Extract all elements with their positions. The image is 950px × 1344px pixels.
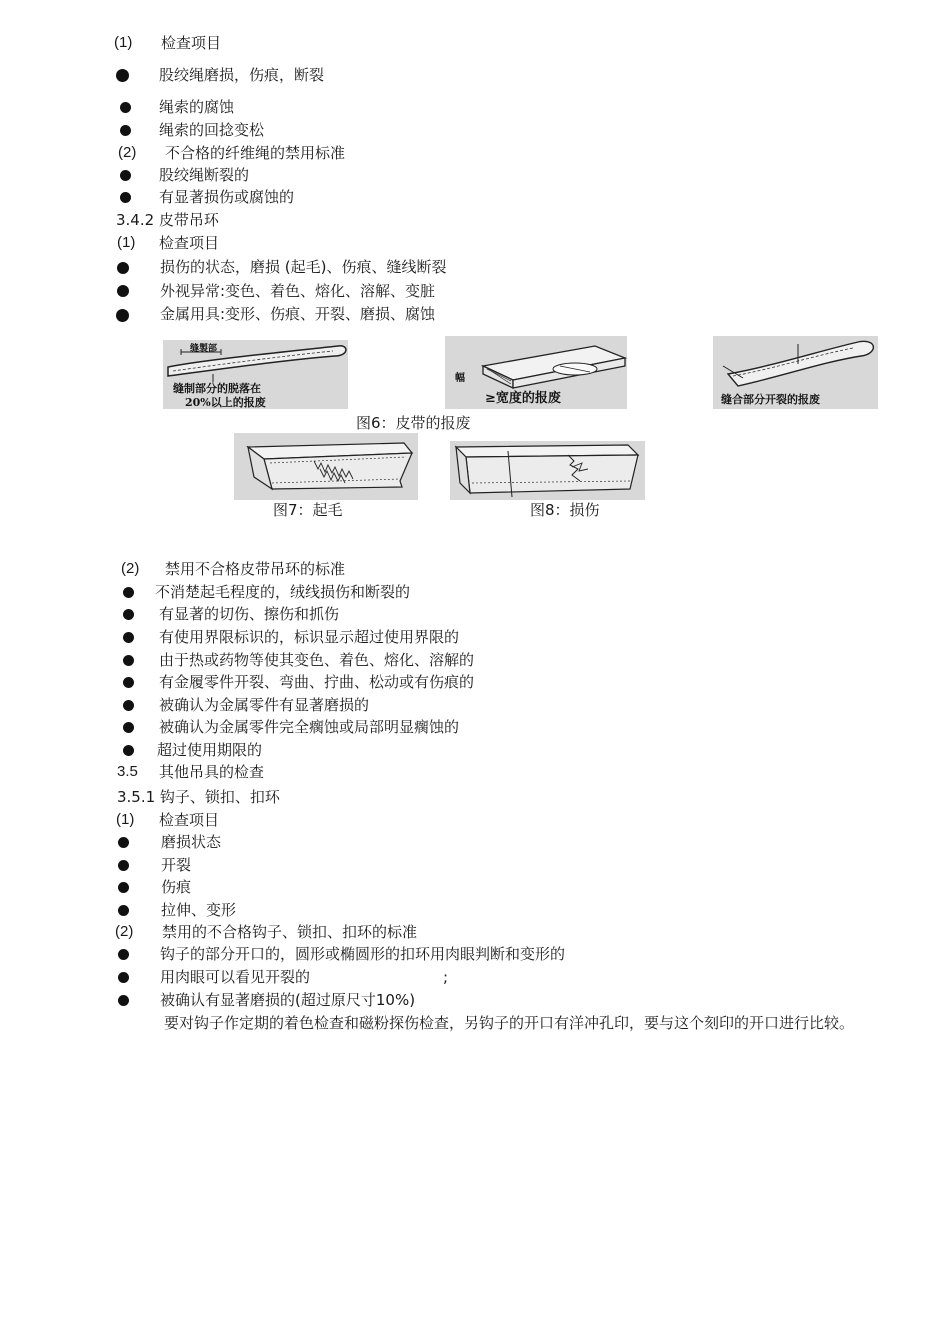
semicolon: ; [443, 968, 449, 986]
section-title: 3.4.2 皮带吊环 [116, 211, 219, 229]
bullet-icon [123, 609, 134, 620]
bullet-icon [120, 170, 131, 181]
figure-6b-width-damage-illustration [445, 336, 627, 409]
list-item: 绳索的回捻变松 [159, 121, 265, 139]
figure-label: 幅 [455, 373, 465, 384]
list-item: 损伤的状态，磨损 (起毛)、伤痕、缝线断裂 [160, 258, 447, 276]
list-item: 被确认有显著磨损的(超过原尺寸10%) [160, 991, 416, 1009]
list-item: 金属用具:变形、伤痕、开裂、磨损、腐蚀 [160, 305, 436, 323]
list-item: 股绞绳磨损，伤痕，断裂 [159, 66, 325, 84]
subsection-title: 3.5.1 钩子、锁扣、扣环 [117, 788, 280, 806]
list-item: 用肉眼可以看见开裂的 [160, 968, 311, 986]
figure-text: ≥宽度的报废 [485, 391, 561, 406]
bullet-icon [123, 677, 134, 688]
bullet-icon [117, 285, 129, 297]
bullet-icon [118, 860, 129, 871]
bullet-icon [120, 192, 131, 203]
heading-number: (2) [115, 923, 134, 940]
list-item: 伤痕 [161, 878, 192, 896]
list-item: 拉伸、变形 [161, 901, 237, 919]
figure-label: 缝製部 [190, 344, 218, 354]
list-item: 由于热或药物等使其变色、着色、熔化、溶解的 [159, 651, 475, 669]
figure-8-damage-illustration [450, 441, 645, 500]
heading-number: (1) [116, 811, 135, 828]
bullet-icon [120, 125, 131, 136]
figure-6a-stitching-illustration [163, 340, 348, 409]
heading-text: 不合格的纤维绳的禁用标准 [165, 144, 346, 162]
bullet-icon [118, 972, 129, 983]
list-item: 股绞绳断裂的 [159, 166, 250, 184]
section-title: 其他吊具的检查 [159, 763, 265, 781]
bullet-icon [123, 587, 134, 598]
list-item: 磨损状态 [161, 833, 222, 851]
figure-text: 缝合部分开裂的报废 [721, 393, 820, 406]
figure-6-caption: 图6：皮带的报废 [356, 414, 471, 432]
heading-text: 检查项目 [159, 811, 220, 829]
heading-number: (2) [121, 560, 140, 577]
heading-number: (1) [117, 234, 136, 251]
heading-number: (1) [114, 34, 133, 51]
figure-text: 缝制部分的脱落在 [173, 382, 261, 395]
bullet-icon [123, 745, 134, 756]
list-item: 开裂 [161, 856, 192, 874]
bullet-icon [123, 632, 134, 643]
bullet-icon [120, 102, 131, 113]
figure-7-fraying-illustration [234, 433, 418, 500]
note-paragraph: 要对钩子作定期的着色检查和磁粉探伤检查，另钩子的开口有洋冲孔印，要与这个刻印的开口进行比较。 [164, 1014, 855, 1032]
list-item: 外视异常:变色、着色、熔化、溶解、变脏 [160, 282, 436, 300]
list-item: 被确认为金属零件完全瘸蚀或局部明显瘸蚀的 [159, 718, 460, 736]
bullet-icon [118, 949, 129, 960]
heading-text: 禁用的不合格钩子、锁扣、扣环的标准 [162, 923, 418, 941]
heading-text: 检查项目 [159, 234, 220, 252]
bullet-icon [123, 700, 134, 711]
list-item: 有使用界限标识的，标识显示超过使用界限的 [159, 628, 460, 646]
list-item: 绳索的腐蚀 [159, 98, 235, 116]
figure-8-caption: 图8：损伤 [530, 501, 600, 519]
heading-number: (2) [118, 144, 137, 161]
bullet-icon [123, 655, 134, 666]
list-item: 有显著损伤或腐蚀的 [159, 188, 295, 206]
bullet-icon [116, 309, 129, 322]
list-item: 有金履零件开裂、弯曲、拧曲、松动或有伤痕的 [159, 673, 475, 691]
heading-text: 禁用不合格皮带吊环的标准 [165, 560, 346, 578]
section-number: 3.5 [117, 763, 138, 780]
bullet-icon [123, 722, 134, 733]
list-item: 超过使用期限的 [157, 741, 263, 759]
bullet-icon [117, 262, 129, 274]
list-item: 钩子的部分开口的，圆形或椭圆形的扣环用肉眼判断和变形的 [160, 945, 566, 963]
bullet-icon [116, 69, 129, 82]
bullet-icon [118, 882, 129, 893]
list-item: 被确认为金属零件有显著磨损的 [159, 696, 370, 714]
figure-6c-seam-split-illustration [713, 336, 878, 409]
list-item: 不消楚起毛程度的，绒线损伤和断裂的 [155, 583, 411, 601]
bullet-icon [118, 995, 129, 1006]
bullet-icon [118, 837, 129, 848]
heading-text: 检查项目 [161, 34, 222, 52]
figure-text: 20%以上的报废 [185, 396, 266, 409]
list-item: 有显著的切伤、擦伤和抓伤 [159, 605, 340, 623]
bullet-icon [118, 905, 129, 916]
figure-7-caption: 图7：起毛 [273, 501, 343, 519]
